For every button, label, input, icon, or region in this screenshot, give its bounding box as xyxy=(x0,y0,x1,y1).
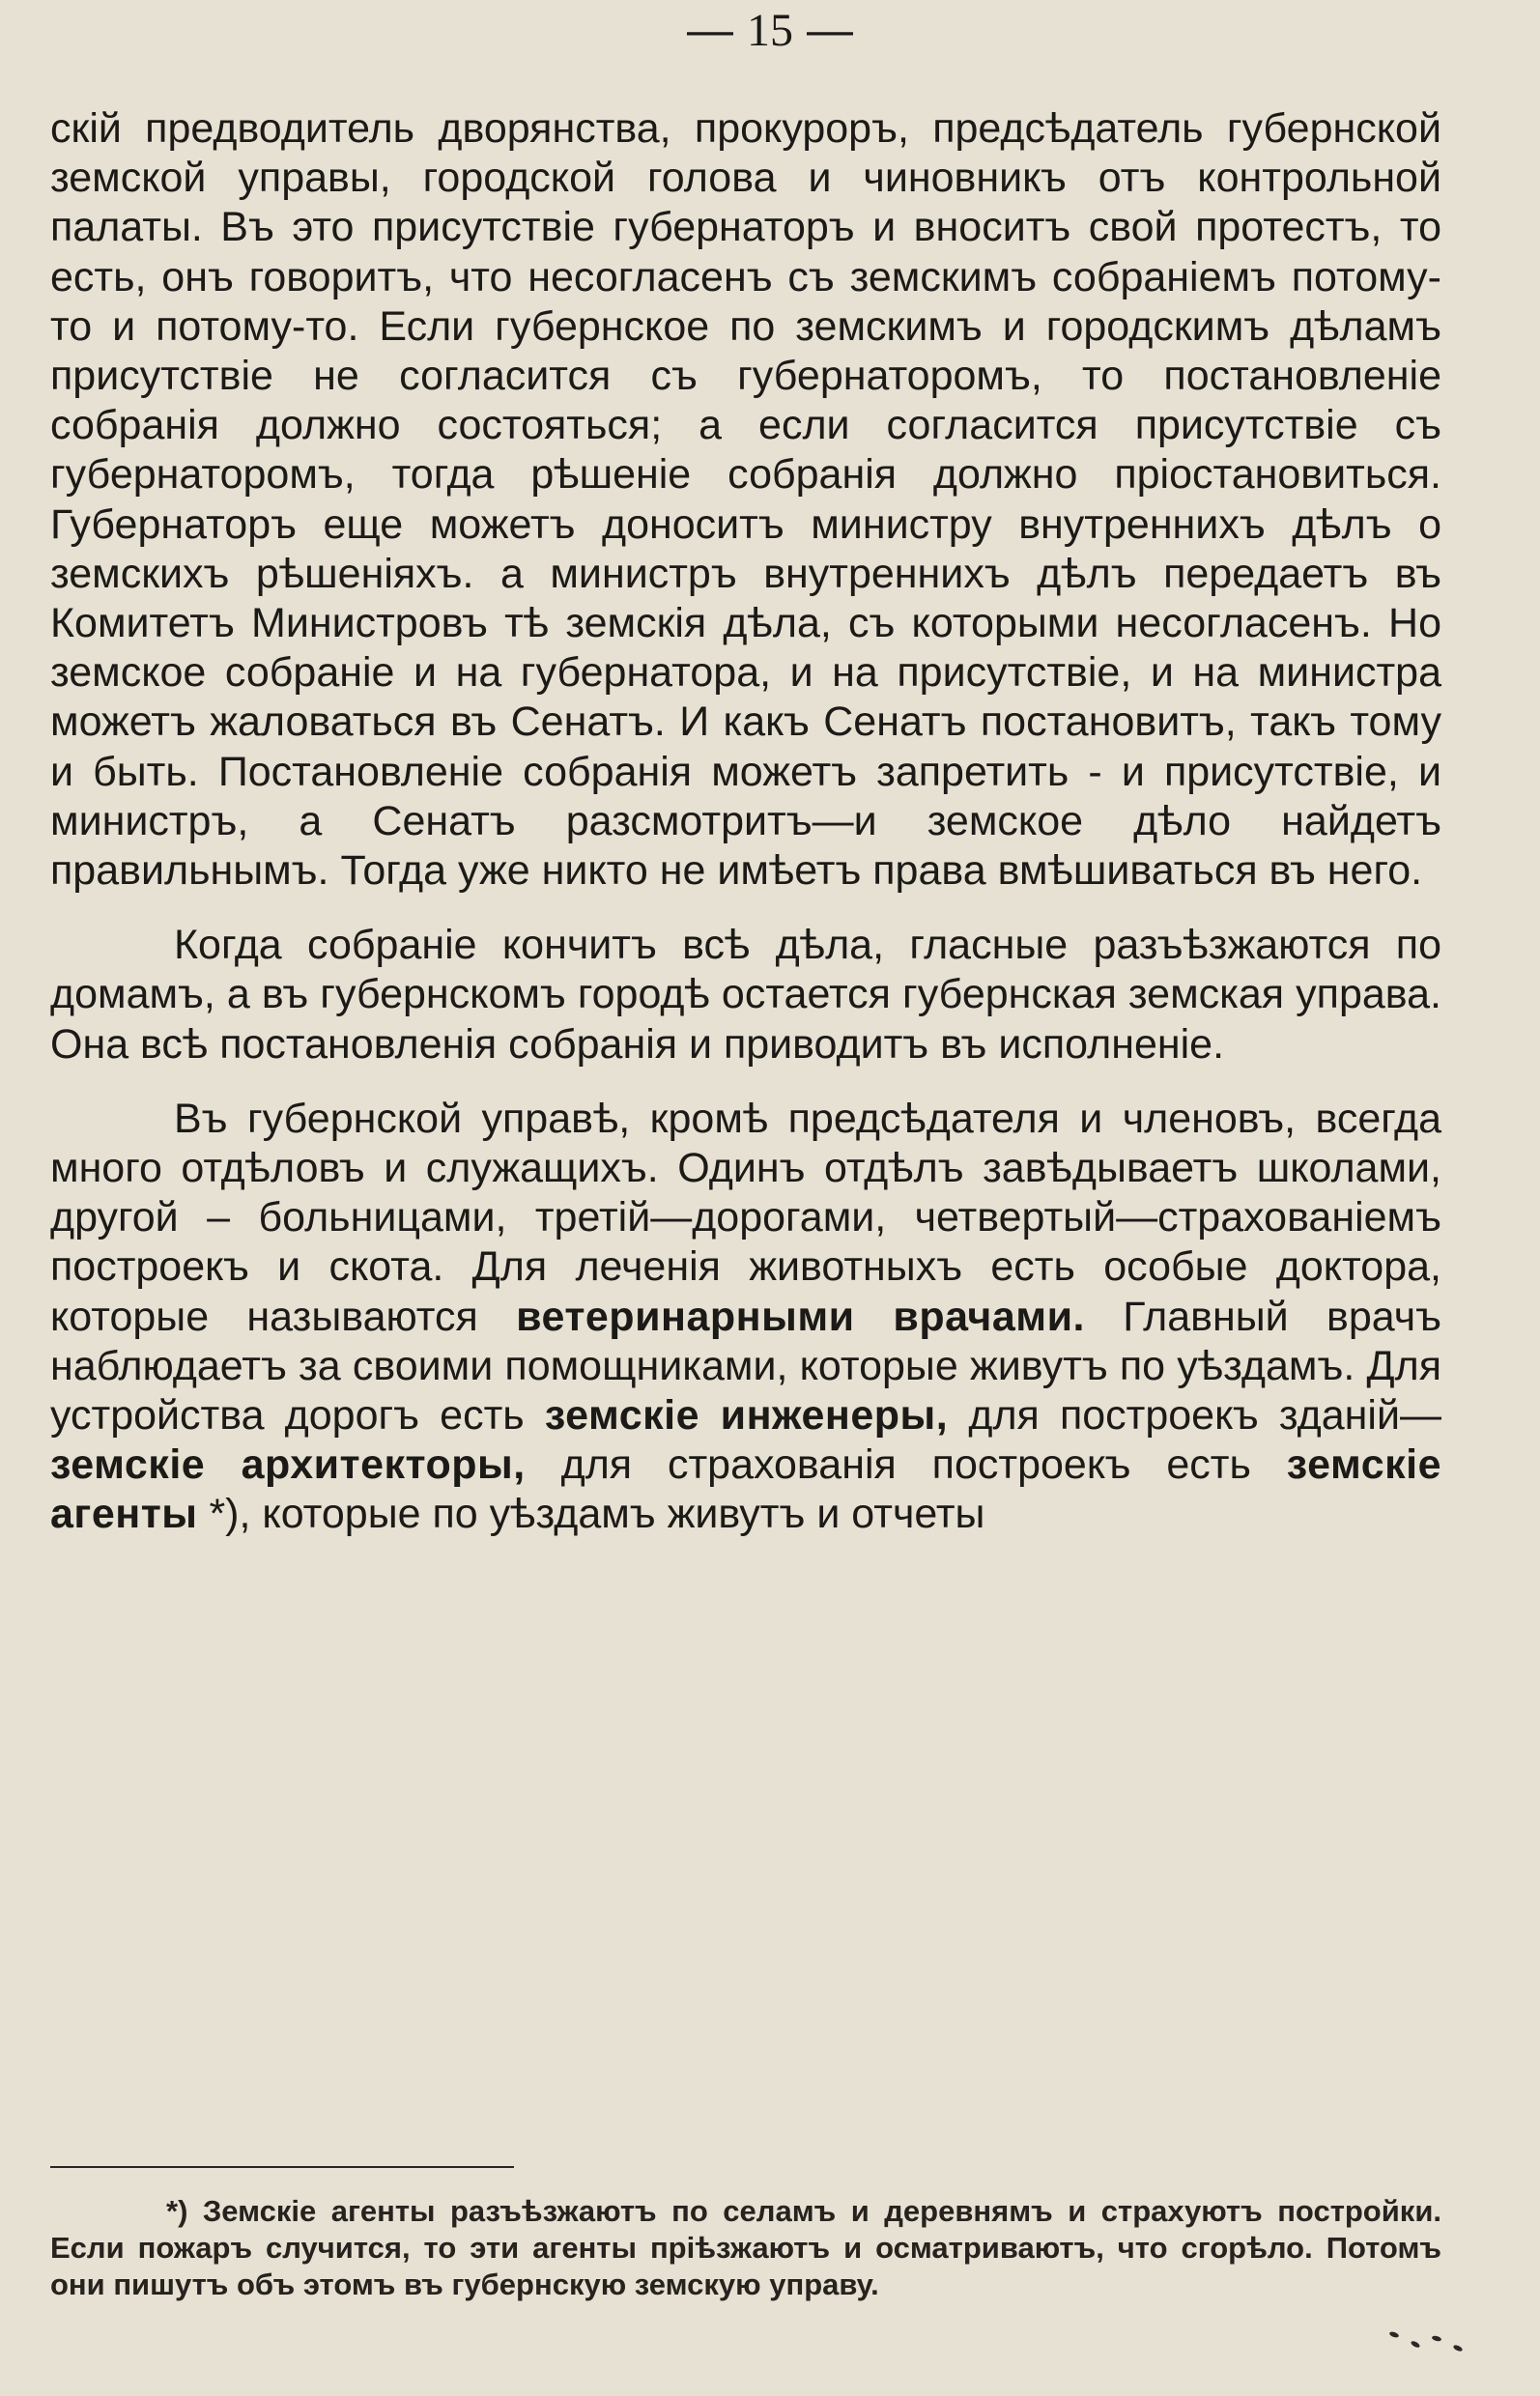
paragraph-3-text-e: *), которые по уѣздамъ живутъ и отчеты xyxy=(197,1491,985,1538)
paragraph-3-text-d: для страхованія построекъ есть xyxy=(525,1441,1287,1489)
term-zemstvo-agents: земскіе агенты xyxy=(50,1441,1441,1538)
term-veterinary-doctors: ветеринарными врачами. xyxy=(516,1293,1085,1340)
footnote xyxy=(50,2193,1441,2303)
paragraph-2-text: Когда собраніе кончитъ всѣ дѣла, гласные разъѣзжаются по домамъ, а въ губернскомъ городѣ остается губернская земская управа. Она всѣ постановленія собранія и приводитъ въ исполненіе. xyxy=(50,922,1441,1068)
footnote-marker: *) xyxy=(166,2194,188,2228)
page-number-header xyxy=(0,4,1540,58)
print-specks xyxy=(1385,2328,1472,2357)
footnote-divider xyxy=(50,2166,514,2168)
paragraph-3-text-c: для построекъ зданій— xyxy=(948,1392,1441,1440)
page-number: 15 xyxy=(747,5,793,56)
paragraph-3-text-b: Главный врачъ наблюдаетъ за своими помощниками, которые живутъ по уѣздамъ. Для устройства дорогъ есть xyxy=(50,1293,1441,1440)
term-zemstvo-engineers: земскіе инженеры, xyxy=(544,1392,949,1440)
right-dash: — xyxy=(807,5,853,56)
paragraph-2 xyxy=(50,921,1441,1070)
left-dash: — xyxy=(687,5,733,56)
paragraph-1-text: скій предводитель дворянства, прокуроръ, предсѣдатель губернской земской управы, городской голова и чиновникъ отъ контрольной палаты. Въ это присутствіе губернаторъ и вноситъ свой протестъ, то есть, онъ говоритъ, что несогласенъ съ земскимъ собраніемъ потому-то и потому-то. Если губернское по земскимъ и городскимъ дѣламъ присутствіе не согласится съ губернаторомъ, то постановленіе собранія должно состояться; а если согласится присутствіе съ губернаторомъ, тогда рѣшеніе собранія должно пріостановиться. Губернаторъ еще можетъ доноситъ министру внутреннихъ дѣлъ о земскихъ рѣшеніяхъ. а министръ внутреннихъ дѣлъ передаетъ въ Комитетъ Министровъ тѣ земскія дѣла, съ которыми несогласенъ. Но земское собраніе и на губернатора, и на присутствіе, и на министра можетъ жаловаться въ Сенатъ. И какъ Сенатъ постановитъ, такъ тому и быть. Постановленіе собранія можетъ запретить - и присутствіе, и министръ, а Сенатъ разсмотритъ—и земское дѣло найдетъ правильнымъ. Тогда уже никто не имѣетъ права вмѣшиваться въ него. xyxy=(50,105,1441,895)
paragraph-3-text-a: Въ губернской управѣ, кромѣ предсѣдателя и членовъ, всегда много отдѣловъ и служащихъ. Одинъ отдѣлъ завѣдываетъ школами, другой – больницами, третій—дорогами, четвертый—страхованіемъ построекъ и скота. Для леченія животныхъ есть особые доктора, которые называются xyxy=(50,1095,1441,1340)
term-zemstvo-architects: земскіе архитекторы, xyxy=(50,1441,526,1489)
footnote-text: Земскіе агенты разъѣзжаютъ по селамъ и деревнямъ и страхуютъ постройки. Если пожаръ случится, то эти агенты пріѣзжаютъ и осматриваютъ, что сгорѣло. Потомъ они пишутъ объ этомъ въ губернскую земскую управу. xyxy=(50,2194,1441,2301)
paragraph-3 xyxy=(50,1095,1441,1540)
body-text xyxy=(50,104,1441,1540)
paragraph-1 xyxy=(50,104,1441,896)
